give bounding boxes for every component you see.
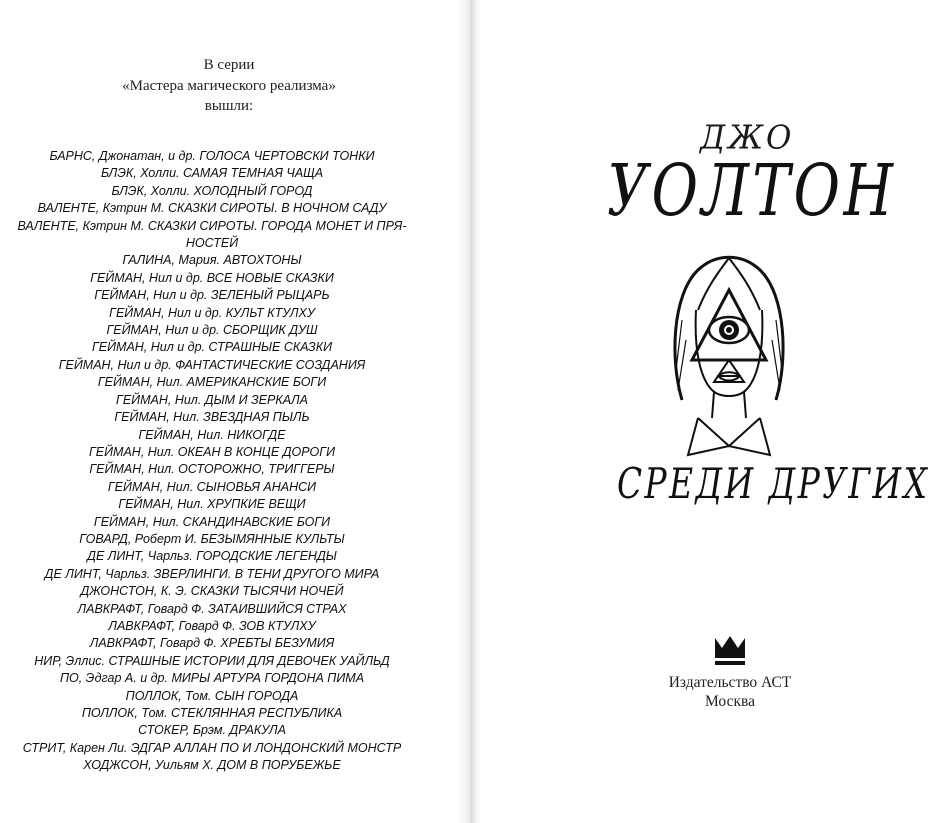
book-list-item: БЛЭК, Холли. САМАЯ ТЕМНАЯ ЧАЩА — [100, 166, 324, 181]
publisher-block — [640, 673, 820, 711]
book-list-item: ДЖОНСТОН, К. Э. СКАЗКИ ТЫСЯЧИ НОЧЕЙ — [80, 584, 344, 599]
book-list-item: СТОКЕР, Брэм. ДРАКУЛА — [138, 723, 286, 738]
book-list-item: ГЕЙМАН, Нил. ХРУПКИЕ ВЕЩИ — [118, 497, 306, 512]
book-list — [0, 148, 424, 775]
book-list-item: ГЕЙМАН, Нил. ЗВЕЗДНАЯ ПЫЛЬ — [114, 410, 310, 425]
book-list-item: ГЕЙМАН, Нил и др. КУЛЬТ КТУЛХУ — [109, 305, 315, 320]
book-list-item: ГЕЙМАН, Нил. АМЕРИКАНСКИЕ БОГИ — [97, 375, 327, 390]
woman-portrait-all-seeing-eye-icon — [668, 250, 790, 460]
book-list-item: ГЕЙМАН, Нил. СКАНДИНАВСКИЕ БОГИ — [93, 514, 331, 529]
book-list-item: ГЕЙМАН, Нил и др. СТРАШНЫЕ СКАЗКИ — [91, 340, 333, 355]
book-list-item: ПО, Эдгар А. и др. МИРЫ АРТУРА ГОРДОНА ПИМА — [59, 671, 365, 686]
book-list-item: ЛАВКРАФТ, Говард Ф. ХРЕБТЫ БЕЗУМИЯ — [89, 636, 335, 651]
series-line-3: вышли: — [204, 98, 254, 114]
series-heading — [0, 55, 458, 117]
book-list-item: ГЕЙМАН, Нил. ОСТОРОЖНО, ТРИГГЕРЫ — [89, 462, 335, 477]
book-list-item: ГОВАРД, Роберт И. БЕЗЫМЯННЫЕ КУЛЬТЫ — [79, 531, 345, 546]
book-list-item: ГАЛИНА, Мария. АВТОХТОНЫ — [122, 253, 302, 268]
book-list-item: НИР, Эллис. СТРАШНЫЕ ИСТОРИИ ДЛЯ ДЕВОЧЕК УАЙЛЬД — [34, 653, 390, 668]
publisher-name: Издательство АСТ — [668, 674, 792, 691]
book-list-item: ДЕ ЛИНТ, Чарльз. ГОРОДСКИЕ ЛЕГЕНДЫ — [87, 549, 337, 564]
book-list-item: ВАЛЕНТЕ, Кэтрин М. СКАЗКИ СИРОТЫ. В НОЧНОМ САДУ — [37, 201, 387, 216]
book-list-item: ГЕЙМАН, Нил. ОКЕАН В КОНЦЕ ДОРОГИ — [88, 444, 336, 459]
book-list-item: СТРИТ, Карен Ли. ЭДГАР АЛЛАН ПО И ЛОНДОНСКИЙ МОНСТР — [22, 740, 402, 755]
book-list-item: БАРНС, Джонатан, и др. ГОЛОСА ЧЕРТОВСКИ ТОНКИ — [49, 149, 375, 163]
book-title: СРЕДИ ДРУГИХ — [617, 460, 929, 509]
book-list-item: ГЕЙМАН, Нил и др. ЗЕЛЕНЫЙ РЫЦАРЬ — [94, 288, 330, 303]
series-line-2: «Мастера магического реализма» — [122, 77, 336, 94]
book-list-item: ДЕ ЛИНТ, Чарльз. ЗВЕРЛИНГИ. В ТЕНИ ДРУГОГО МИРА — [44, 566, 380, 581]
crown-logo-icon — [713, 634, 747, 666]
book-list-item: ХОДЖСОН, Уильям Х. ДОМ В ПОРУБЕЖЬЕ — [83, 758, 341, 773]
publisher-city: Москва — [705, 693, 755, 710]
author-first-name: ДЖО — [700, 119, 795, 157]
book-list-item: ЛАВКРАФТ, Говард Ф. ЗАТАИВШИЙСЯ СТРАХ — [77, 601, 347, 616]
book-list-item: ГЕЙМАН, Нил и др. ВСЕ НОВЫЕ СКАЗКИ — [90, 270, 334, 285]
book-list-item: НОСТЕЙ — [185, 236, 239, 251]
book-list-item: ГЕЙМАН, Нил. НИКОГДЕ — [138, 427, 286, 442]
book-list-item: ПОЛЛОК, Том. СЫН ГОРОДА — [125, 688, 299, 703]
book-list-item: ГЕЙМАН, Нил и др. ФАНТАСТИЧЕСКИЕ СОЗДАНИЯ — [58, 357, 366, 372]
book-list-item: БЛЭК, Холли. ХОЛОДНЫЙ ГОРОД — [111, 183, 313, 198]
book-list-item: ВАЛЕНТЕ, Кэтрин М. СКАЗКИ СИРОТЫ. ГОРОДА МОНЕТ И ПРЯ- — [17, 218, 407, 233]
book-list-item: ГЕЙМАН, Нил. ДЫМ И ЗЕРКАЛА — [116, 392, 308, 407]
book-list-item: ПОЛЛОК, Том. СТЕКЛЯННАЯ РЕСПУБЛИКА — [81, 706, 343, 720]
author-last-name: УОЛТОН — [607, 149, 897, 233]
book-list-item: ЛАВКРАФТ, Говард Ф. ЗОВ КТУЛХУ — [108, 618, 316, 633]
series-line-1: В серии — [203, 57, 255, 73]
book-list-item: ГЕЙМАН, Нил. СЫНОВЬЯ АНАНСИ — [107, 479, 317, 494]
book-gutter — [458, 0, 482, 823]
book-list-item: ГЕЙМАН, Нил и др. СБОРЩИК ДУШ — [106, 323, 318, 338]
